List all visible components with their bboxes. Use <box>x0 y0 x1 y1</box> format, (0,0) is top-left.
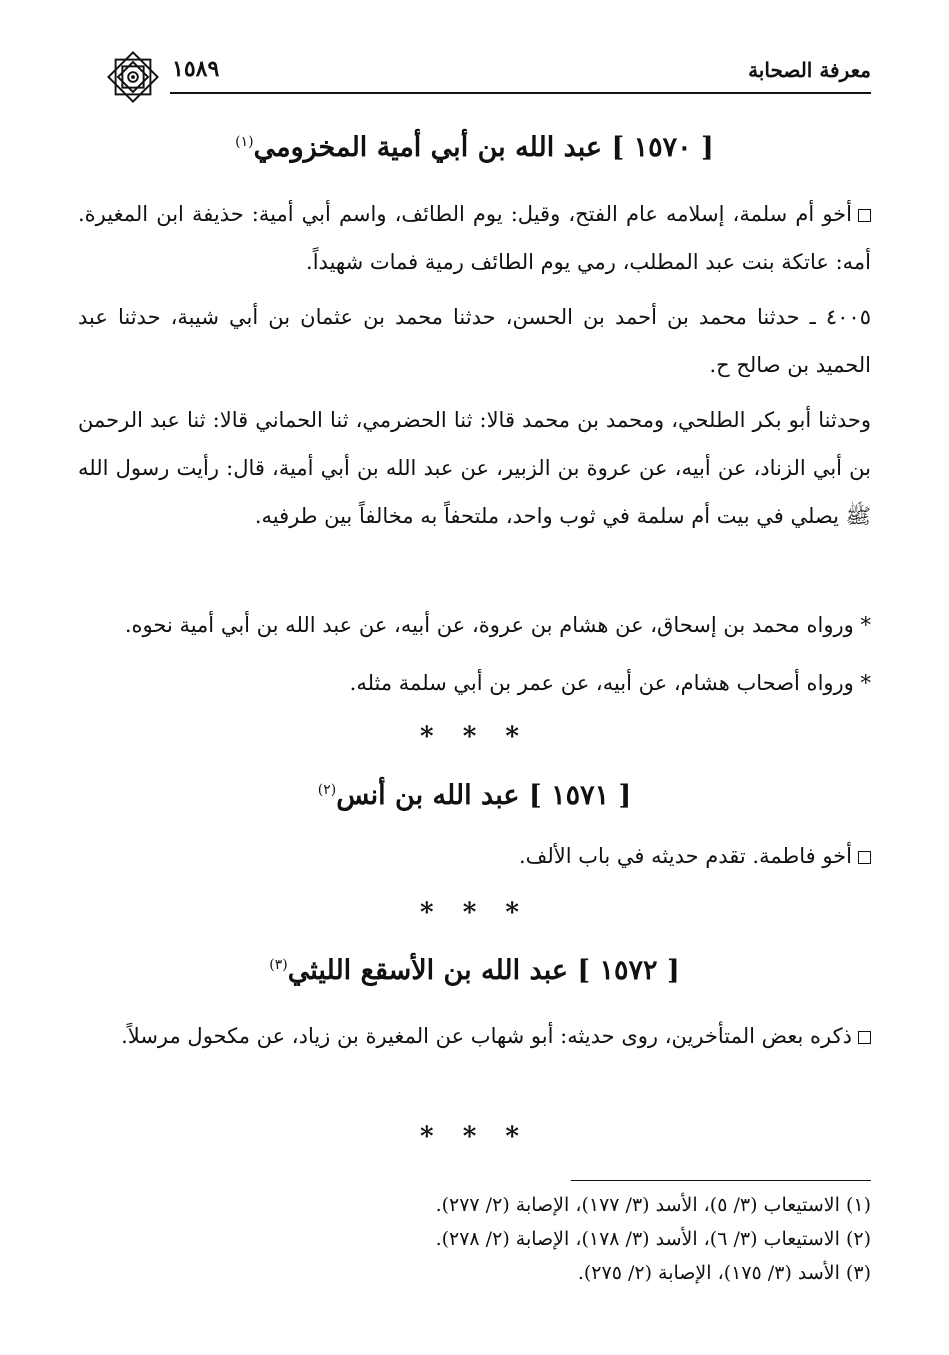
footnote-marker: (١) <box>235 134 254 150</box>
hadith-paragraph: ٤٠٠٥ ـ حدثنا محمد بن أحمد بن الحسن، حدثنا محمد بن عثمان بن أبي شيبة، حدثنا عبد الحميد بن صالح ح. <box>78 305 871 377</box>
page-number: ١٥٨٩ <box>172 56 220 82</box>
footnote: (٢) الاستيعاب (٣/ ٦)، الأسد (٣/ ١٧٨)، الإصابة (٢/ ٢٧٨). <box>435 1228 871 1250</box>
entry-heading-1571 <box>80 780 869 811</box>
heading-text: [ ١٥٧٠ ] عبد الله بن أبي أمية المخزومي <box>253 132 714 163</box>
footnote-marker: (٣) <box>269 957 288 973</box>
section-separator: * * * <box>420 722 529 752</box>
hadith-paragraph: وحدثنا أبو بكر الطلحي، ومحمد بن محمد قالا: ثنا الحضرمي، ثنا الحماني قالا: ثنا عبد الرحمن بن أبي الزناد، عن أبيه، عن عروة بن الزبير، عن عبد الله بن أبي أمية، قال: رأيت رسول الله ﷺ يصلي في بيت أم سلمة في ثوب واحد، ملتحفاً به مخالفاً بين طرفيه. <box>78 408 871 528</box>
entry-paragraph: ذكره بعض المتأخرين، روى حديثه: أبو شهاب عن المغيرة بن زياد، عن مكحول مرسلاً. <box>78 1012 871 1060</box>
octagram-ornament-icon <box>104 48 162 106</box>
narration-note: * ورواه أصحاب هشام، عن أبيه، عن عمر بن أبي سلمة مثله. <box>349 671 871 695</box>
entry-heading-1572 <box>80 955 869 986</box>
section-separator: * * * <box>420 1122 529 1152</box>
square-bullet-icon <box>858 851 871 864</box>
square-bullet-icon <box>858 1031 871 1044</box>
running-title: معرفة الصحابة <box>748 58 871 82</box>
footnote: (٣) الأسد (٣/ ١٧٥)، الإصابة (٢/ ٢٧٥). <box>577 1262 871 1284</box>
heading-text: [ ١٥٧١ ] عبد الله بن أنس <box>336 780 632 811</box>
footnote: (١) الاستيعاب (٣/ ٥)، الأسد (٣/ ١٧٧)، الإصابة (٢/ ٢٧٧). <box>435 1194 871 1216</box>
narration-note: * ورواه محمد بن إسحاق، عن هشام بن عروة، عن أبيه، عن عبد الله بن أبي أمية نحوه. <box>124 613 871 637</box>
heading-text: [ ١٥٧٢ ] عبد الله بن الأسقع الليثي <box>287 955 680 986</box>
entry-heading-1570 <box>80 132 869 163</box>
section-separator: * * * <box>420 898 529 928</box>
header-rule <box>170 92 871 94</box>
page-header <box>100 52 871 92</box>
entry-paragraph: أخو أم سلمة، إسلامه عام الفتح، وقيل: يوم الطائف، واسم أبي أمية: حذيفة ابن المغيرة. أمه: عاتكة بنت عبد المطلب، رمي يوم الطائف رمية فمات شهيداً. <box>78 202 871 274</box>
footnote-rule <box>571 1180 871 1181</box>
entry-paragraph: أخو فاطمة. تقدم حديثه في باب الألف. <box>78 832 871 880</box>
square-bullet-icon <box>858 209 871 222</box>
footnote-marker: (٢) <box>317 782 337 798</box>
